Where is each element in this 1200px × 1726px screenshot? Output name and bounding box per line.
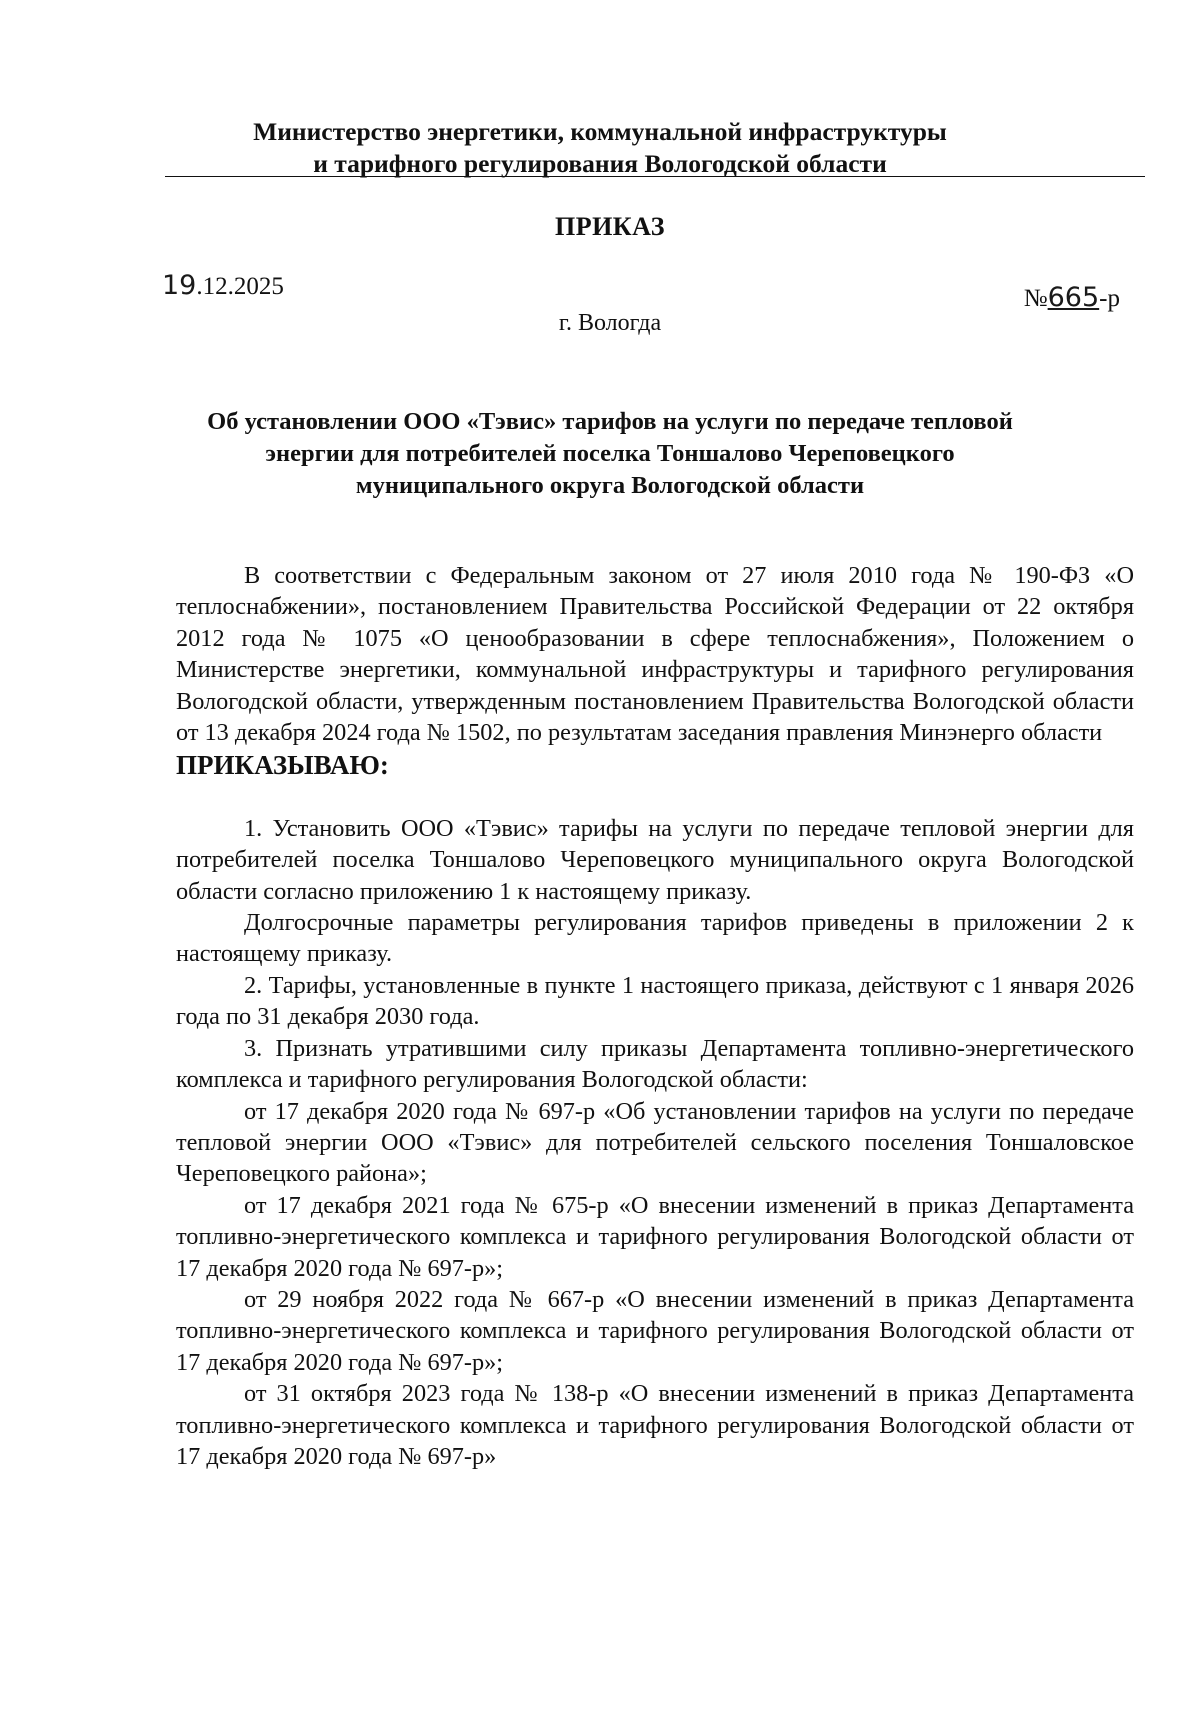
order-title: ПРИКАЗ (554, 212, 666, 241)
clause-3-item-3: от 29 ноября 2022 года № 667-р «О внесении изменений в приказ Департамента топливно-энергетического комплекса и тарифного регулирования Вологодской области от 17 декабря 2020 года № 697-р»; (176, 1285, 1134, 1376)
order-body (176, 560, 1134, 1472)
handwritten-day: 19 (162, 270, 197, 301)
subject-line-2: энергии для потребителей поселка Тоншалово Череповецкого (265, 440, 955, 467)
subject-line-1: Об установлении ООО «Тэвис» тарифов на услуги по передаче тепловой (207, 408, 1013, 435)
clause-1-params: Долгосрочные параметры регулирования тарифов приведены в приложении 2 к настоящему приказу. (176, 909, 1134, 968)
clause-1: 1. Установить ООО «Тэвис» тарифы на услуги по передаче тепловой энергии для потребителей поселка Тоншалово Череповецкого муниципального округа Вологодской области согласно приложению 1 к настоящему приказу. (176, 814, 1134, 905)
handwritten-number: 665 (1047, 282, 1100, 313)
date-month-year: .12.2025 (196, 273, 284, 300)
clause-3-item-2: от 17 декабря 2021 года № 675-р «О внесении изменений в приказ Департамента топливно-энергетического комплекса и тарифного регулирования Вологодской области от 17 декабря 2020 года № 697-р»; (176, 1191, 1134, 1282)
clause-3: 3. Признать утратившими силу приказы Департамента топливно-энергетического комплекса и тарифного регулирования Вологодской области: (176, 1034, 1134, 1094)
order-subject (180, 406, 1040, 502)
ministry-line-1: Министерство энергетики, коммунальной инфраструктуры (253, 117, 947, 146)
clause-3-item-1: от 17 декабря 2020 года № 697-р «Об установлении тарифов на услуги по передаче тепловой энергии ООО «Тэвис» для потребителей сельского поселения Тоншаловское Череповецкого района»; (176, 1097, 1134, 1188)
number-sign: № (1023, 285, 1048, 312)
subject-line-3: муниципального округа Вологодской области (355, 472, 865, 499)
ministry-line-2: и тарифного регулирования Вологодской области (313, 149, 887, 178)
number-suffix: -р (1099, 285, 1120, 312)
clause-3-item-4: от 31 октября 2023 года № 138-р «О внесении изменений в приказ Департамента топливно-энергетического комплекса и тарифного регулирования Вологодской области от 17 декабря 2020 года № 697-р» (176, 1380, 1134, 1470)
clause-2: 2. Тарифы, установленные в пункте 1 настоящего приказа, действуют с 1 января 2026 года по 31 декабря 2030 года. (176, 971, 1134, 1031)
order-number (1024, 282, 1120, 313)
preamble-paragraph: В соответствии с Федеральным законом от 27 июля 2010 года № 190-ФЗ «О теплоснабжении», постановлением Правительства Российской Федерации от 22 октября 2012 года № 1075 «О ценообразовании в сфере теплоснабжения», Положением о Министерстве энергетики, коммунальной инфраструктуры и тарифного регулирования Вологодской области, утвержденным постановлением Правительства Вологодской области от 13 декабря 2024 года № 1502, по результатам заседания правления Минэнерго области (176, 562, 1134, 747)
header-divider (165, 176, 1145, 177)
ministry-header (150, 116, 1050, 180)
order-date (162, 270, 284, 301)
order-city: г. Вологда (558, 310, 662, 336)
order-directive: ПРИКАЗЫВАЮ: (176, 750, 389, 781)
